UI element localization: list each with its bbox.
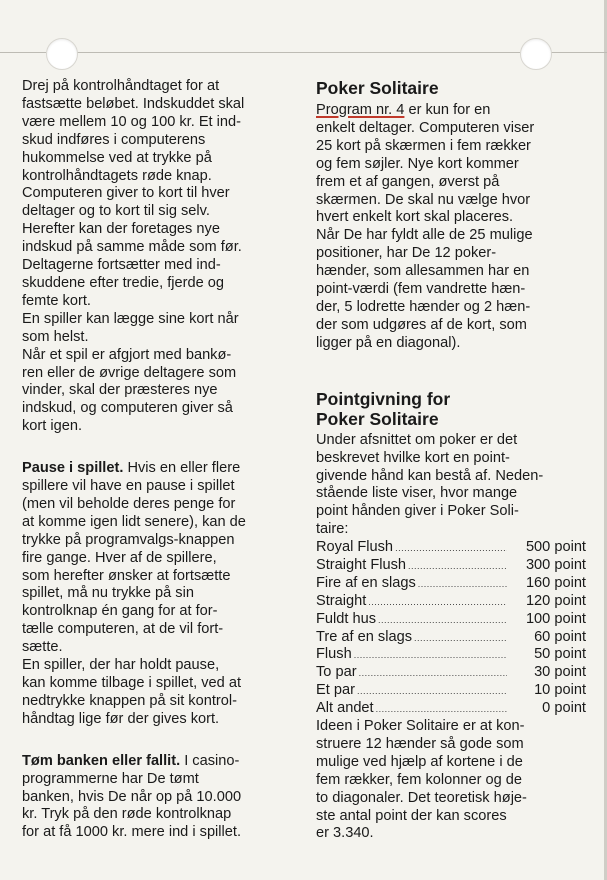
text-line: femte kort.: [22, 292, 91, 309]
text-line: [22, 753, 294, 771]
perforation-line: [0, 52, 46, 53]
text-line: [316, 102, 586, 120]
text-line: og fem søjler. Nye kort kommer: [316, 155, 519, 172]
points-row: [316, 611, 586, 629]
text-line: kan komme tilbage i spillet, ved at: [22, 675, 242, 691]
points-row: [316, 700, 586, 718]
dot-leader: [395, 540, 507, 558]
text-line: Når et spil er afgjort med bankø-: [22, 346, 232, 363]
pause-section: [22, 460, 294, 729]
text-line: ste antal point der kan scores: [316, 807, 507, 824]
hand-name: Straight Flush: [316, 557, 407, 574]
text-line: håndtag lige før der gives kort.: [22, 710, 220, 727]
hand-points: 100 point: [525, 610, 586, 627]
text-line: der, 5 lodrette hænder og 2 hæn-: [316, 298, 531, 315]
text-line: spillere vil have en pause i spillet: [22, 478, 235, 495]
program-reference: Program nr. 4: [316, 102, 405, 118]
text-line: (men vil beholde deres penge for: [22, 495, 236, 512]
hand-name: Royal Flush: [316, 539, 394, 556]
hand-points: 60 point: [534, 628, 586, 645]
punch-hole-right: [520, 38, 552, 70]
text-fragment: er kun for en: [404, 102, 491, 118]
points-row: [316, 593, 586, 611]
text-line: hukommelse ved at trykke på: [22, 149, 212, 166]
hand-points: 30 point: [534, 664, 586, 681]
pause-heading: Pause i spillet.: [22, 460, 124, 477]
text-line: som helst.: [22, 328, 89, 345]
hand-name: Tre af en slags: [316, 628, 412, 645]
points-row: [316, 539, 586, 557]
text-line: hvert enkelt kort skal placeres.: [316, 209, 514, 226]
text-line: frem et af gangen, øverst på: [316, 173, 500, 190]
hand-points: 300 point: [525, 557, 586, 574]
text-line: er 3.340.: [316, 825, 374, 842]
dot-leader: [354, 647, 507, 665]
hand-points: 120 point: [525, 592, 586, 609]
text-line: trykke på programvalgs-knappen: [22, 531, 235, 548]
points-row: [316, 646, 586, 664]
text-line: kontrolknap én gang for at for-: [22, 603, 218, 620]
text-fragment: I casino-: [180, 752, 240, 769]
text-line: nedtrykke knappen på sit kontrol-: [22, 692, 237, 709]
text-line: hænder, som allesammen har en: [316, 263, 530, 280]
hand-name: Alt andet: [316, 700, 374, 717]
text-line: kr. Tryk på den røde kontrolknap: [22, 806, 232, 823]
text-line: struere 12 hænder så gode som: [316, 735, 524, 752]
text-line: Herefter kan der foretages nye: [22, 221, 220, 238]
text-line: skud indføres i computerens: [22, 131, 206, 148]
text-line: to diagonaler. Det teoretisk høje-: [316, 789, 527, 806]
dot-leader: [408, 558, 507, 576]
text-line: point-værdi (fem vandrette hæn-: [316, 281, 526, 298]
dot-leader: [414, 630, 507, 648]
text-line: at komme igen lidt senere), kan de: [22, 513, 246, 530]
text-line: ren eller de øvrige deltagere som: [22, 364, 237, 381]
text-line: En spiller kan lægge sine kort når: [22, 310, 239, 327]
text-line: banken, hvis De når op på 10.000: [22, 788, 242, 805]
text-line: Deltagerne fortsætter med ind-: [22, 257, 221, 274]
text-line: Drej på kontrolhåndtaget for at: [22, 78, 220, 94]
punch-hole-left: [46, 38, 78, 70]
points-row: [316, 664, 586, 682]
points-row: [316, 682, 586, 700]
text-line: indskud på samme måde som før.: [22, 239, 242, 256]
text-line: programmerne har De tømt: [22, 770, 199, 787]
hand-name: To par: [316, 664, 357, 681]
text-line: 25 kort på skærmen i fem rækker: [316, 137, 531, 154]
left-column: [22, 78, 294, 842]
text-line: point hånden giver i Poker Soli-: [316, 503, 519, 520]
text-line: beskrevet hvilke kort en point-: [316, 449, 510, 466]
text-fragment: Hvis en eller flere: [123, 460, 241, 477]
points-row: [316, 557, 586, 575]
text-line: der som udgøres af de kort, som: [316, 316, 527, 333]
text-line: sætte.: [22, 639, 63, 656]
text-line: En spiller, der har holdt pause,: [22, 657, 220, 674]
poker-paragraph: [316, 102, 586, 353]
dot-leader: [368, 594, 507, 612]
hand-name: Flush: [316, 646, 352, 663]
hand-points: 10 point: [534, 682, 586, 699]
hand-points: 0 point: [542, 700, 586, 717]
text-line: givende hånd kan bestå af. Neden-: [316, 467, 544, 484]
text-line: deltager og to kort til sig selv.: [22, 203, 210, 220]
text-line: stående liste viser, hvor mange: [316, 485, 518, 502]
hand-points: 160 point: [525, 574, 586, 591]
text-line: som herefter ønsker at fortsætte: [22, 567, 231, 584]
bank-section: [22, 753, 294, 843]
hand-name: Straight: [316, 592, 367, 609]
text-line: ligger på en diagonal).: [316, 334, 461, 351]
dot-leader: [376, 701, 507, 719]
text-line: enkelt deltager. Computeren viser: [316, 119, 535, 136]
dot-leader: [378, 612, 507, 630]
poker-solitaire-title: Poker Solitaire: [316, 78, 439, 98]
dot-leader: [357, 683, 507, 701]
pointgivning-title-line1: Pointgivning for: [316, 388, 451, 409]
hand-name: Et par: [316, 682, 355, 699]
text-line: kort igen.: [22, 418, 83, 435]
closing-paragraph: [316, 718, 586, 843]
text-line: spillet, må nu trykke på sin: [22, 585, 194, 602]
text-line: tælle computeren, at de vil fort-: [22, 621, 224, 638]
points-intro: [316, 432, 586, 539]
text-line: Når De har fyldt alle de 25 mulige: [316, 227, 533, 244]
hand-points: 500 point: [525, 539, 586, 556]
text-line: [22, 460, 294, 478]
perforation-line: [551, 52, 607, 53]
text-line: fire gange. Hver af de spillere,: [22, 549, 217, 566]
text-line: Under afsnittet om poker er det: [316, 431, 518, 448]
text-line: være mellem 10 og 100 kr. Et ind-: [22, 113, 242, 130]
points-row: [316, 575, 586, 593]
text-line: Ideen i Poker Solitaire er at kon-: [316, 718, 525, 735]
dot-leader: [359, 665, 507, 683]
points-row: [316, 629, 586, 647]
text-line: mulige ved hjælp af kortene i de: [316, 753, 523, 770]
bank-heading: Tøm banken eller fallit.: [22, 752, 181, 769]
text-line: vinder, skal der præsteres nye: [22, 382, 218, 399]
text-line: taire:: [316, 521, 349, 538]
text-line: positioner, har De 12 poker-: [316, 245, 497, 262]
text-line: skærmen. De skal nu vælge hvor: [316, 191, 531, 208]
hand-points: 50 point: [534, 646, 586, 663]
right-column: [316, 78, 586, 843]
text-line: fastsætte beløbet. Indskuddet skal: [22, 95, 245, 112]
text-line: Computeren giver to kort til hver: [22, 185, 230, 202]
hand-name: Fire af en slags: [316, 574, 416, 591]
text-line: kontrolhåndtagets røde knap.: [22, 167, 212, 184]
text-line: for at få 1000 kr. mere ind i spillet.: [22, 824, 242, 841]
text-line: indskud, og computeren giver så: [22, 400, 233, 417]
pointgivning-title-line2: Poker Solitaire: [316, 408, 439, 429]
text-line: skuddene efter tredie, fjerde og: [22, 274, 225, 291]
text-line: fem rækker, fem kolonner og de: [316, 771, 523, 788]
hand-name: Fuldt hus: [316, 610, 377, 627]
perforation-line: [77, 52, 520, 53]
intro-paragraph: [22, 78, 294, 436]
points-table: [316, 539, 586, 718]
dot-leader: [418, 576, 507, 594]
